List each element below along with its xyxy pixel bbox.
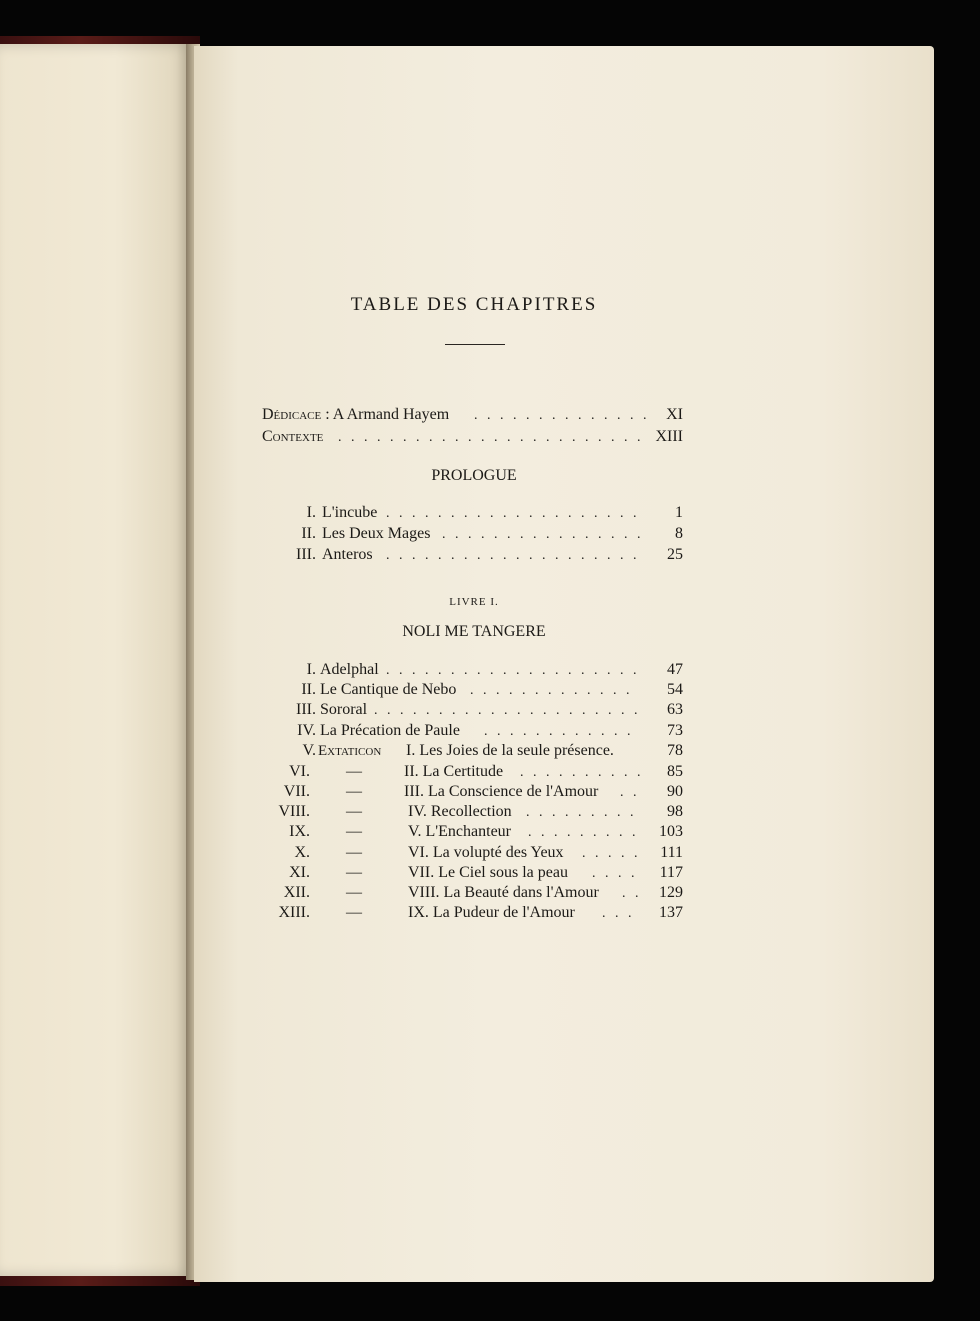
entry-dash: — — [346, 864, 362, 881]
dot-leader: . . . . . . . . . . . . . . . . . . . . — [386, 506, 640, 521]
dot-leader: . . . . — [592, 866, 638, 881]
entry-number: III. — [296, 546, 316, 563]
toc-entry — [262, 782, 685, 802]
entry-number: XIII. — [278, 904, 310, 921]
entry-title: L'incube — [322, 504, 378, 521]
entry-number: I. — [306, 504, 316, 521]
entry-title: Anteros — [322, 546, 373, 563]
extaticon-label: Extaticon — [318, 743, 382, 759]
entry-title: III. La Conscience de l'Amour — [404, 783, 599, 800]
entry-number: II. — [301, 525, 316, 542]
entry-page: 8 — [675, 525, 683, 542]
toc-entry — [262, 883, 685, 903]
toc-entry — [262, 660, 685, 680]
entry-title: IV. Recollection — [408, 803, 512, 820]
dot-leader: . . . . . . . . . — [528, 825, 639, 840]
entry-label: Dédicace — [262, 406, 322, 423]
entry-title: : A Armand Hayem — [321, 406, 450, 423]
dot-leader: . . . . . . . . . . . . . . . . . . . . . . . . — [338, 430, 644, 445]
dot-leader: . . . . . . . . . . . . . — [470, 683, 633, 698]
entry-page: 129 — [659, 884, 683, 901]
toc-entry — [262, 903, 685, 923]
entry-page: 47 — [667, 661, 683, 678]
entry-dash: — — [346, 884, 362, 901]
prologue-heading: PROLOGUE — [431, 467, 517, 484]
toc-entry-dedicace — [262, 405, 685, 425]
livre-heading: NOLI ME TANGERE — [402, 623, 546, 640]
entry-title: La Précation de Paule — [320, 722, 460, 739]
entry-page: 25 — [667, 546, 683, 563]
entry-number: XII. — [283, 884, 310, 901]
entry-page: 85 — [667, 763, 683, 780]
entry-number: I. — [306, 661, 316, 678]
entry-number: III. — [296, 701, 316, 718]
entry-number: II. — [301, 681, 316, 698]
entry-number: IX. — [289, 823, 310, 840]
entry-number: VII. — [283, 783, 310, 800]
entry-page: 103 — [659, 823, 683, 840]
dot-leader: . . . . . . . . . — [526, 805, 637, 820]
entry-page: 73 — [667, 722, 683, 739]
entry-number: X. — [294, 844, 310, 861]
entry-title: Adelphal — [320, 661, 379, 678]
entry-number: VIII. — [278, 803, 310, 820]
toc-entry-extaticon — [262, 741, 685, 761]
entry-title: Les Deux Mages — [322, 525, 431, 542]
dot-leader: . . . . . . . . . . — [520, 765, 644, 780]
dot-leader: . . . . . — [582, 846, 641, 861]
entry-title: I. Les Joies de la seule présence. — [406, 742, 614, 759]
entry-title: Le Cantique de Nebo — [320, 681, 457, 698]
entry-number: V. — [302, 742, 316, 759]
dot-leader: . . . . . . . . . . . . . . . . . . . . — [386, 548, 640, 563]
dot-leader: . . . — [602, 906, 635, 921]
entry-page: 111 — [660, 844, 683, 861]
entry-page: 63 — [667, 701, 683, 718]
toc-entry — [262, 802, 685, 822]
entry-dash: — — [346, 803, 362, 820]
entry-number: IV. — [297, 722, 316, 739]
entry-title: VII. Le Ciel sous la peau — [408, 864, 568, 881]
dot-leader: . . . . . . . . . . . . — [484, 724, 634, 739]
entry-page: 1 — [675, 504, 683, 521]
entry-page: 137 — [659, 904, 683, 921]
toc-entry — [262, 762, 685, 782]
toc-entry — [262, 700, 685, 720]
toc-entry — [262, 843, 685, 863]
entry-page: XIII — [655, 428, 683, 445]
entry-label: Contexte — [262, 428, 324, 445]
dot-leader: . . — [620, 785, 640, 800]
entry-title: Sororal — [320, 701, 368, 718]
toc-entry — [262, 863, 685, 883]
entry-dash: — — [346, 783, 362, 800]
entry-dash: — — [346, 763, 362, 780]
toc-title: TABLE DES CHAPITRES — [350, 294, 598, 315]
toc-entry-contexte — [262, 427, 685, 447]
toc-entry — [262, 822, 685, 842]
entry-page: 98 — [667, 803, 683, 820]
dot-leader: . . . . . . . . . . . . . . . . . . . . — [386, 663, 640, 678]
entry-title: V. L'Enchanteur — [408, 823, 511, 840]
livre-label: LIVRE I. — [449, 596, 499, 608]
entry-page: 54 — [667, 681, 683, 698]
entry-page: 117 — [659, 864, 683, 881]
toc-entry — [262, 721, 685, 741]
toc-entry — [262, 680, 685, 700]
entry-dash: — — [346, 844, 362, 861]
entry-title: IX. La Pudeur de l'Amour — [408, 904, 575, 921]
entry-number: XI. — [289, 864, 310, 881]
entry-dash: — — [346, 823, 362, 840]
title-rule — [445, 344, 505, 345]
dot-leader: . . . . . . . . . . . . . . . . . . . . . — [374, 703, 641, 718]
entry-page: 78 — [667, 742, 683, 759]
entry-dash: — — [346, 904, 362, 921]
dot-leader: . . . . . . . . . . . . . . . . — [442, 527, 644, 542]
entry-title: VIII. La Beauté dans l'Amour — [408, 884, 599, 901]
toc-entry — [262, 503, 685, 523]
dot-leader: . . — [622, 886, 642, 901]
toc-entry — [262, 524, 685, 544]
toc-entry — [262, 545, 685, 565]
entry-page: 90 — [667, 783, 683, 800]
entry-title: VI. La volupté des Yeux — [408, 844, 564, 861]
dot-leader: . . . . . . . . . . . . . . — [474, 408, 650, 423]
entry-page: XI — [666, 406, 683, 423]
entry-title: II. La Certitude — [404, 763, 504, 780]
entry-number: VI. — [289, 763, 310, 780]
